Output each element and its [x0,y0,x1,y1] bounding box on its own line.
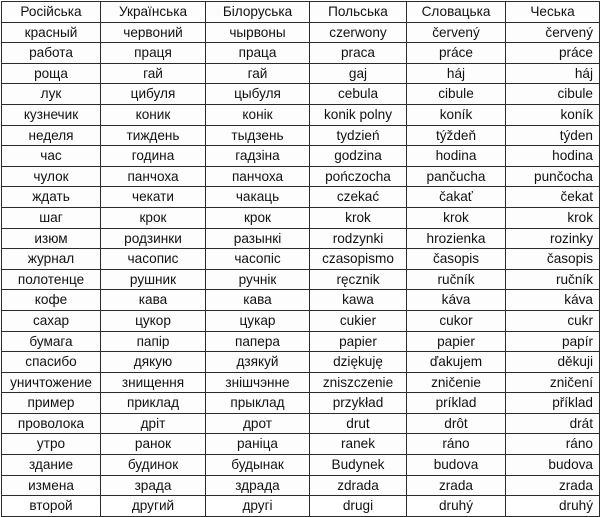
cell-belarusian: дрот [206,413,310,434]
cell-czech: příklad [506,393,600,414]
cell-ukrainian: знищення [101,372,206,393]
table-row [2,249,600,270]
cell-belarusian: здрада [206,475,310,496]
cell-czech: háj [506,63,600,84]
cell-ukrainian: гай [101,63,206,84]
cell-russian: утро [2,434,101,455]
cell-polish: przykład [310,393,407,414]
cell-ukrainian: чекати [101,187,206,208]
cell-russian: проволока [2,413,101,434]
cell-russian: уничтожение [2,372,101,393]
cell-russian: сахар [2,310,101,331]
cell-czech: práce [506,43,600,64]
table-row [2,455,600,476]
cell-belarusian: конік [206,104,310,125]
cell-belarusian: чакаць [206,187,310,208]
table-row [2,372,600,393]
table-row [2,413,600,434]
cell-slovak: pančucha [407,166,506,187]
cell-russian: пример [2,393,101,414]
cell-russian: час [2,146,101,167]
cell-ukrainian: приклад [101,393,206,414]
cell-russian: чулок [2,166,101,187]
cell-slovak: týždeň [407,125,506,146]
table-row [2,43,600,64]
cell-slovak: čakať [407,187,506,208]
cell-slovak: drôt [407,413,506,434]
cell-czech: rozinky [506,228,600,249]
cell-polish: konik polny [310,104,407,125]
table-row [2,269,600,290]
column-header-ukrainian: Українська [101,2,206,23]
cell-polish: papier [310,331,407,352]
cell-polish: zniszczenie [310,372,407,393]
cell-ukrainian: дріт [101,413,206,434]
cell-russian: здание [2,455,101,476]
table-row [2,352,600,373]
cell-ukrainian: папір [101,331,206,352]
cell-slovak: ručník [407,269,506,290]
cell-polish: drut [310,413,407,434]
cell-slovak: zničenie [407,372,506,393]
cell-czech: zničení [506,372,600,393]
cell-belarusian: разынкі [206,228,310,249]
cell-czech: ráno [506,434,600,455]
table-row [2,228,600,249]
column-header-belarusian: Білоруська [206,2,310,23]
cell-polish: dziękuję [310,352,407,373]
cell-belarusian: часопіс [206,249,310,270]
cell-polish: czerwony [310,22,407,43]
cell-ukrainian: другий [101,496,206,517]
cell-russian: второй [2,496,101,517]
cell-slovak: káva [407,290,506,311]
table-row [2,125,600,146]
column-header-polish: Польська [310,2,407,23]
table-row [2,290,600,311]
cell-belarusian: раніца [206,434,310,455]
cell-ukrainian: праця [101,43,206,64]
cell-belarusian: другі [206,496,310,517]
cell-polish: ranek [310,434,407,455]
cell-ukrainian: дякую [101,352,206,373]
cell-belarusian: будынак [206,455,310,476]
table-row [2,475,600,496]
cell-czech: týden [506,125,600,146]
cell-polish: cukier [310,310,407,331]
cell-czech: cukr [506,310,600,331]
cell-russian: роща [2,63,101,84]
cell-russian: кузнечик [2,104,101,125]
table-row [2,187,600,208]
table-row [2,63,600,84]
cell-belarusian: панчоха [206,166,310,187]
column-header-russian: Російська [2,2,101,23]
cell-slovak: hodina [407,146,506,167]
cell-russian: бумага [2,331,101,352]
cell-slovak: hrozienka [407,228,506,249]
cell-ukrainian: червоний [101,22,206,43]
cell-belarusian: тыдзень [206,125,310,146]
cell-ukrainian: ранок [101,434,206,455]
cell-slovak: cukor [407,310,506,331]
table-row [2,84,600,105]
cell-belarusian: праца [206,43,310,64]
cell-czech: budova [506,455,600,476]
cell-czech: papír [506,331,600,352]
table-row [2,331,600,352]
cell-russian: кофе [2,290,101,311]
cell-ukrainian: коник [101,104,206,125]
cell-ukrainian: зрада [101,475,206,496]
cell-slovak: príklad [407,393,506,414]
cell-slovak: papier [407,331,506,352]
cell-belarusian: цыбуля [206,84,310,105]
cell-polish: rodzynki [310,228,407,249]
cell-czech: krok [506,207,600,228]
cell-belarusian: кава [206,290,310,311]
table-row [2,496,600,517]
table-row [2,310,600,331]
table-row [2,434,600,455]
cell-czech: cibule [506,84,600,105]
table-row [2,22,600,43]
cell-polish: pończocha [310,166,407,187]
cell-polish: Budynek [310,455,407,476]
table-header-row [2,2,600,23]
cell-belarusian: прыклад [206,393,310,414]
table-row [2,393,600,414]
cell-czech: červený [506,22,600,43]
cell-polish: czekać [310,187,407,208]
cell-polish: gaj [310,63,407,84]
table-row [2,207,600,228]
table-row [2,166,600,187]
cell-belarusian: папера [206,331,310,352]
cell-slovak: ďakujem [407,352,506,373]
cell-ukrainian: цибуля [101,84,206,105]
table-row [2,146,600,167]
cell-ukrainian: кава [101,290,206,311]
cell-russian: неделя [2,125,101,146]
cell-belarusian: дзякуй [206,352,310,373]
cell-ukrainian: панчоха [101,166,206,187]
cell-czech: zrada [506,475,600,496]
cell-czech: káva [506,290,600,311]
cell-polish: drugi [310,496,407,517]
cell-polish: cebula [310,84,407,105]
cell-polish: praca [310,43,407,64]
cell-belarusian: чырвоны [206,22,310,43]
cell-ukrainian: година [101,146,206,167]
cell-polish: zdrada [310,475,407,496]
cell-slovak: druhý [407,496,506,517]
cell-slovak: krok [407,207,506,228]
cell-ukrainian: часопис [101,249,206,270]
cell-russian: измена [2,475,101,496]
cell-ukrainian: крок [101,207,206,228]
cell-russian: лук [2,84,101,105]
cell-slovak: práce [407,43,506,64]
cell-slovak: ráno [407,434,506,455]
cell-russian: изюм [2,228,101,249]
cell-belarusian: гадзіна [206,146,310,167]
cell-ukrainian: цукор [101,310,206,331]
table-body [2,22,600,516]
cell-czech: čekat [506,187,600,208]
cell-czech: hodina [506,146,600,167]
cell-polish: ręcznik [310,269,407,290]
cell-russian: спасибо [2,352,101,373]
cell-slovak: budova [407,455,506,476]
cell-czech: časopis [506,249,600,270]
cell-russian: ждать [2,187,101,208]
cell-belarusian: ручнік [206,269,310,290]
cell-ukrainian: родзинки [101,228,206,249]
column-header-slovak: Словацька [407,2,506,23]
cell-czech: děkuji [506,352,600,373]
cell-czech: ručník [506,269,600,290]
cell-russian: работа [2,43,101,64]
cell-ukrainian: рушник [101,269,206,290]
cell-ukrainian: тиждень [101,125,206,146]
cell-ukrainian: будинок [101,455,206,476]
cell-slovak: červený [407,22,506,43]
cell-belarusian: гай [206,63,310,84]
cell-slovak: háj [407,63,506,84]
cell-czech: druhý [506,496,600,517]
cell-czech: punčocha [506,166,600,187]
cell-slovak: zrada [407,475,506,496]
cell-czech: drát [506,413,600,434]
cell-slovak: časopis [407,249,506,270]
word-comparison-sheet [0,1,600,514]
cell-polish: godzina [310,146,407,167]
cell-russian: журнал [2,249,101,270]
cell-slovak: cibule [407,84,506,105]
slavic-words-table [1,1,600,517]
cell-polish: krok [310,207,407,228]
cell-belarusian: знішчэнне [206,372,310,393]
cell-slovak: koník [407,104,506,125]
table-row [2,104,600,125]
cell-russian: красный [2,22,101,43]
column-header-czech: Чеська [506,2,600,23]
cell-polish: czasopismo [310,249,407,270]
cell-polish: kawa [310,290,407,311]
cell-belarusian: цукар [206,310,310,331]
cell-russian: полотенце [2,269,101,290]
cell-polish: tydzień [310,125,407,146]
cell-belarusian: крок [206,207,310,228]
cell-czech: koník [506,104,600,125]
cell-russian: шаг [2,207,101,228]
